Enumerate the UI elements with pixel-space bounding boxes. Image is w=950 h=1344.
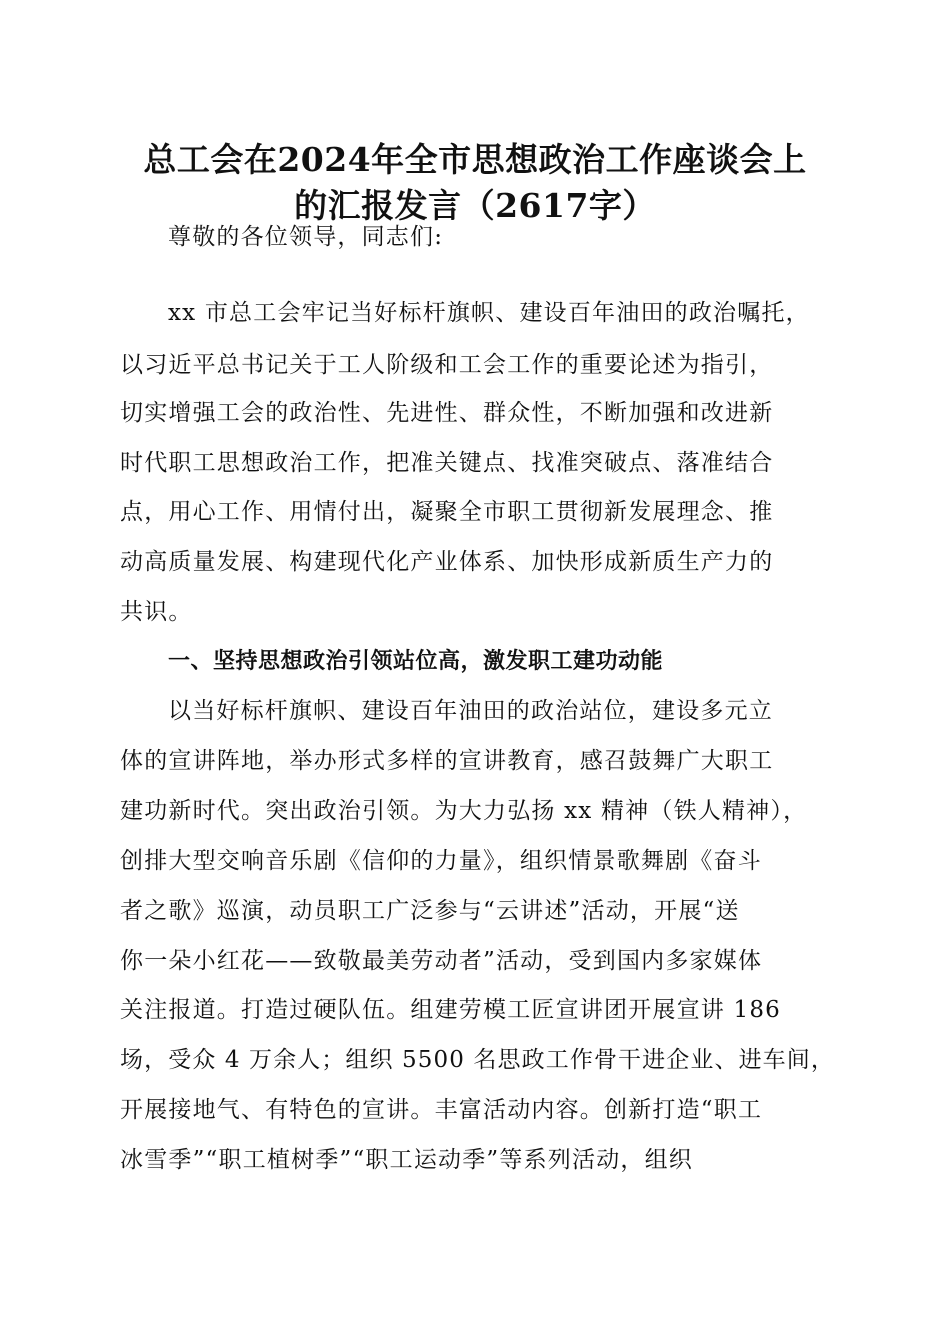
intro-line: 共识。	[120, 599, 193, 625]
section-heading: 一、坚持思想政治引领站位高，激发职工建功动能	[168, 649, 664, 674]
section-line: 建功新时代。突出政治引领。为大力弘扬 xx 精神（铁人精神），	[120, 798, 808, 824]
section-line: 者之歌》巡演，动员职工广泛参与“云讲述”活动，开展“送	[120, 898, 740, 924]
intro-line: xx 市总工会牢记当好标杆旗帜、建设百年油田的政治嘱托，	[168, 300, 810, 326]
intro-line: 切实增强工会的政治性、先进性、群众性，不断加强和改进新	[120, 400, 774, 426]
section-line: 关注报道。打造过硬队伍。组建劳模工匠宣讲团开展宣讲 186	[120, 997, 782, 1023]
intro-line: 时代职工思想政治工作，把准关键点、找准突破点、落准结合	[120, 450, 774, 476]
section-line: 开展接地气、有特色的宣讲。丰富活动内容。创新打造“职工	[120, 1097, 763, 1123]
document-title-line-2: 的汇报发言（2617字）	[294, 186, 656, 225]
document-title-line-1: 总工会在2024年全市思想政治工作座谈会上	[143, 140, 807, 179]
intro-line: 以习近平总书记关于工人阶级和工会工作的重要论述为指引，	[120, 352, 774, 378]
section-line: 以当好标杆旗帜、建设百年油田的政治站位，建设多元立	[168, 698, 773, 724]
intro-line: 动高质量发展、构建现代化产业体系、加快形成新质生产力的	[120, 549, 774, 575]
section-line: 创排大型交响音乐剧《信仰的力量》，组织情景歌舞剧《奋斗	[120, 848, 762, 874]
section-line: 场，受众 4 万余人；组织 5500 名思政工作骨干进企业、进车间，	[120, 1047, 835, 1073]
section-line: 冰雪季”“职工植树季”“职工运动季”等系列活动，组织	[120, 1147, 693, 1173]
section-line: 体的宣讲阵地，举办形式多样的宣讲教育，感召鼓舞广大职工	[120, 748, 774, 774]
salutation: 尊敬的各位领导，同志们:	[168, 224, 444, 250]
section-line: 你一朵小红花——致敬最美劳动者”活动，受到国内多家媒体	[120, 948, 763, 974]
intro-line: 点，用心工作、用情付出，凝聚全市职工贯彻新发展理念、推	[120, 499, 774, 525]
